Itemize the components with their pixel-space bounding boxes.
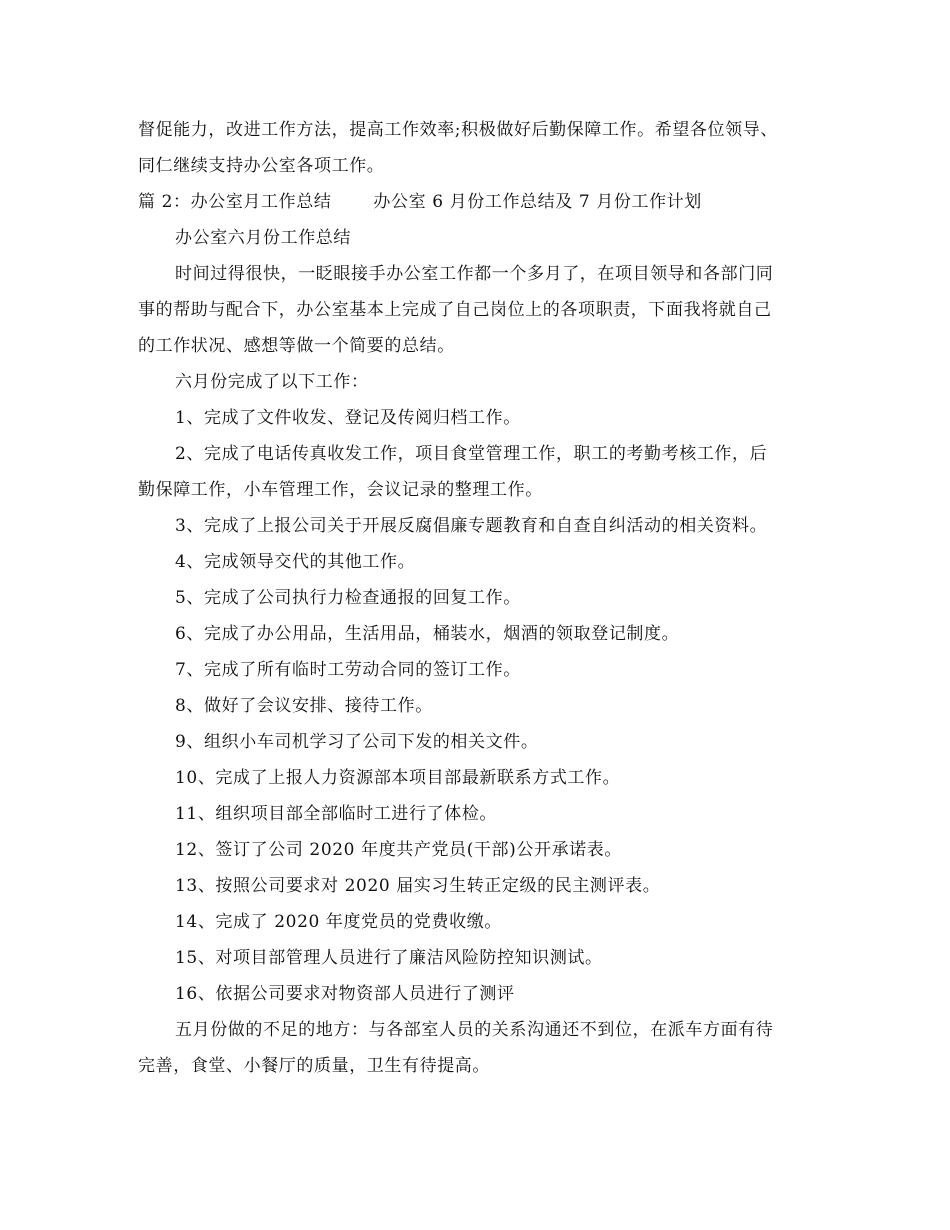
section-heading-label: 篇 2：办公室月工作总结	[138, 192, 332, 212]
paragraph-line: 的工作状况、感想等做一个简要的总结。	[138, 336, 455, 356]
list-item: 8、做好了会议安排、接待工作。	[175, 696, 433, 716]
section-heading	[138, 184, 818, 220]
list-item: 6、完成了办公用品，生活用品，桶装水，烟酒的领取登记制度。	[175, 624, 680, 644]
list-item: 3、完成了上报公司关于开展反腐倡廉专题教育和自查自纠活动的相关资料。	[175, 516, 768, 536]
list-item: 13、按照公司要求对 2020 届实习生转正定级的民主测评表。	[175, 876, 661, 896]
paragraph-line: 完善，食堂、小餐厅的质量，卫生有待提高。	[138, 1056, 490, 1076]
text-line: 督促能力，改进工作方法，提高工作效率;积极做好后勤保障工作。希望各位领导、	[138, 120, 778, 140]
paragraph-line: 五月份做的不足的地方：与各部室人员的关系沟通还不到位，在派车方面有待	[175, 1020, 774, 1040]
section-heading-title: 办公室 6 月份工作总结及 7 月份工作计划	[373, 192, 702, 212]
document-subtitle: 办公室六月份工作总结	[175, 228, 351, 248]
list-intro: 六月份完成了以下工作：	[175, 372, 369, 392]
list-item: 9、组织小车司机学习了公司下发的相关文件。	[175, 732, 539, 752]
list-item: 15、对项目部管理人员进行了廉洁风险防控知识测试。	[175, 948, 603, 968]
list-item: 2、完成了电话传真收发工作，项目食堂管理工作，职工的考勤考核工作，后	[175, 444, 768, 464]
list-item-continuation: 勤保障工作，小车管理工作，会议记录的整理工作。	[138, 480, 543, 500]
list-item: 1、完成了文件收发、登记及传阅归档工作。	[175, 408, 521, 428]
text-line: 同仁继续支持办公室各项工作。	[138, 156, 385, 176]
list-item: 11、组织项目部全部临时工进行了体检。	[175, 804, 498, 824]
list-item: 16、依据公司要求对物资部人员进行了测评	[175, 984, 515, 1004]
paragraph-line: 时间过得很快，一眨眼接手办公室工作都一个多月了，在项目领导和各部门同	[175, 264, 774, 284]
list-item: 4、完成领导交代的其他工作。	[175, 552, 416, 572]
list-item: 10、完成了上报人力资源部本项目部最新联系方式工作。	[175, 768, 621, 788]
list-item: 14、完成了 2020 年度党员的党费收缴。	[175, 912, 502, 932]
list-item: 5、完成了公司执行力检查通报的回复工作。	[175, 588, 521, 608]
list-item: 7、完成了所有临时工劳动合同的签订工作。	[175, 660, 521, 680]
paragraph-line: 事的帮助与配合下，办公室基本上完成了自己岗位上的各项职责，下面我将就自己	[138, 300, 772, 320]
list-item: 12、签订了公司 2020 年度共产党员(干部)公开承诺表。	[175, 840, 622, 860]
document-body	[138, 112, 818, 1084]
